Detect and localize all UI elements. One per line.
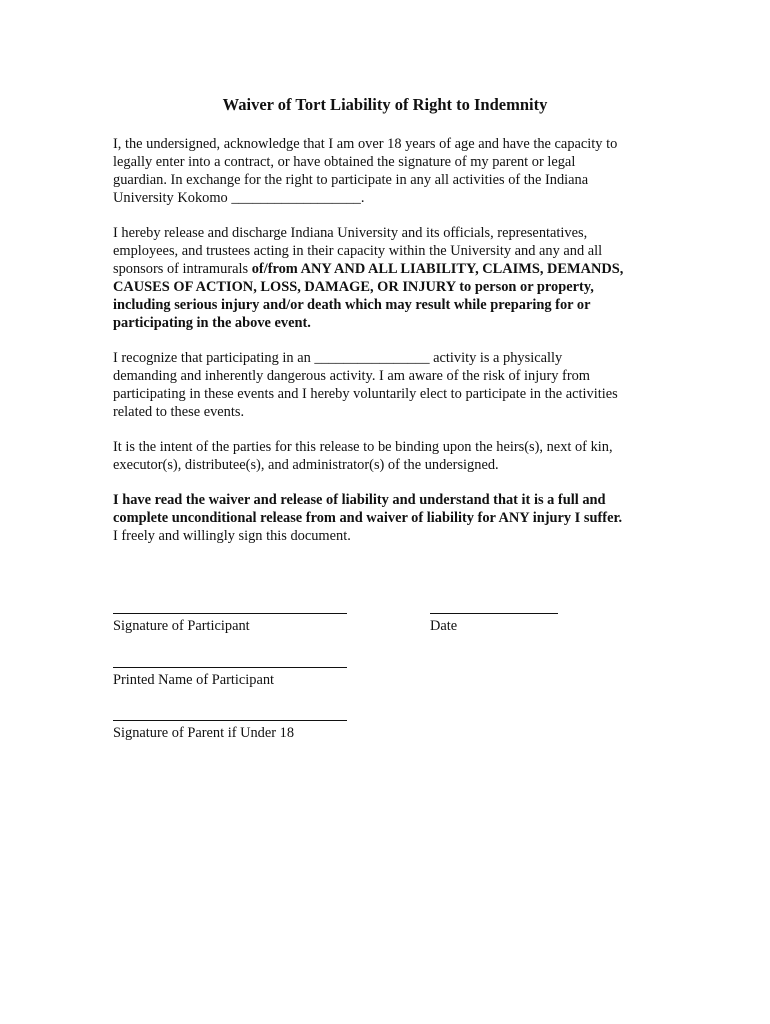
paragraph-line: I hereby release and discharge Indiana University and its officials, representatives,	[113, 225, 588, 241]
parent-signature-line[interactable]	[113, 720, 347, 721]
paragraph-line: CAUSES OF ACTION, LOSS, DAMAGE, OR INJURY to person or property,	[113, 279, 594, 295]
date-line[interactable]	[430, 613, 558, 614]
paragraph-line	[113, 260, 673, 278]
release-paragraph	[113, 224, 673, 332]
date-label: Date	[430, 618, 458, 634]
liability-bold-text: of/from ANY AND ALL LIABILITY, CLAIMS, DEMANDS,	[251, 261, 624, 277]
participant-signature-label: Signature of Participant	[113, 618, 250, 634]
paragraph-line: legally enter into a contract, or have obtained the signature of my parent or legal	[113, 154, 576, 170]
paragraph-line: I have read the waiver and release of liability and understand that it is a full and	[113, 492, 606, 508]
paragraph-line: participating in these events and I hereby voluntarily elect to participate in the activities	[113, 386, 618, 402]
paragraph-line: demanding and inherently dangerous activity. I am aware of the risk of injury from	[113, 368, 591, 384]
paragraph-line: I freely and willingly sign this document.	[113, 528, 351, 544]
paragraph-line: complete unconditional release from and waiver of liability for ANY injury I suffer.	[113, 510, 623, 526]
paragraph-line: participating in the above event.	[113, 315, 311, 331]
printed-name-label: Printed Name of Participant	[113, 672, 275, 688]
paragraph-line: executor(s), distributee(s), and administrator(s) of the undersigned.	[113, 457, 499, 473]
participant-signature-line[interactable]	[113, 613, 347, 614]
binding-paragraph	[113, 438, 673, 474]
printed-name-line[interactable]	[113, 667, 347, 668]
acknowledgement-paragraph	[113, 135, 673, 207]
risk-paragraph	[113, 349, 673, 421]
paragraph-line: I, the undersigned, acknowledge that I am over 18 years of age and have the capacity to	[113, 136, 618, 152]
paragraph-line: including serious injury and/or death which may result while preparing for or	[113, 297, 591, 313]
paragraph-line: guardian. In exchange for the right to participate in any all activities of the Indiana	[113, 172, 589, 188]
acknowledgement-statement	[113, 491, 673, 545]
paragraph-line: related to these events.	[113, 404, 245, 420]
document-title: Waiver of Tort Liability of Right to Indemnity	[222, 95, 548, 114]
paragraph-line: employees, and trustees acting in their capacity within the University and any and all	[113, 243, 603, 259]
paragraph-line: I recognize that participating in an ________________ activity is a physically	[113, 350, 563, 366]
parent-signature-label: Signature of Parent if Under 18	[113, 725, 295, 741]
paragraph-text: sponsors of intramurals	[113, 261, 252, 277]
paragraph-line: It is the intent of the parties for this release to be binding upon the heirs(s), next of kin,	[113, 439, 613, 455]
paragraph-line: University Kokomo __________________.	[113, 190, 365, 206]
